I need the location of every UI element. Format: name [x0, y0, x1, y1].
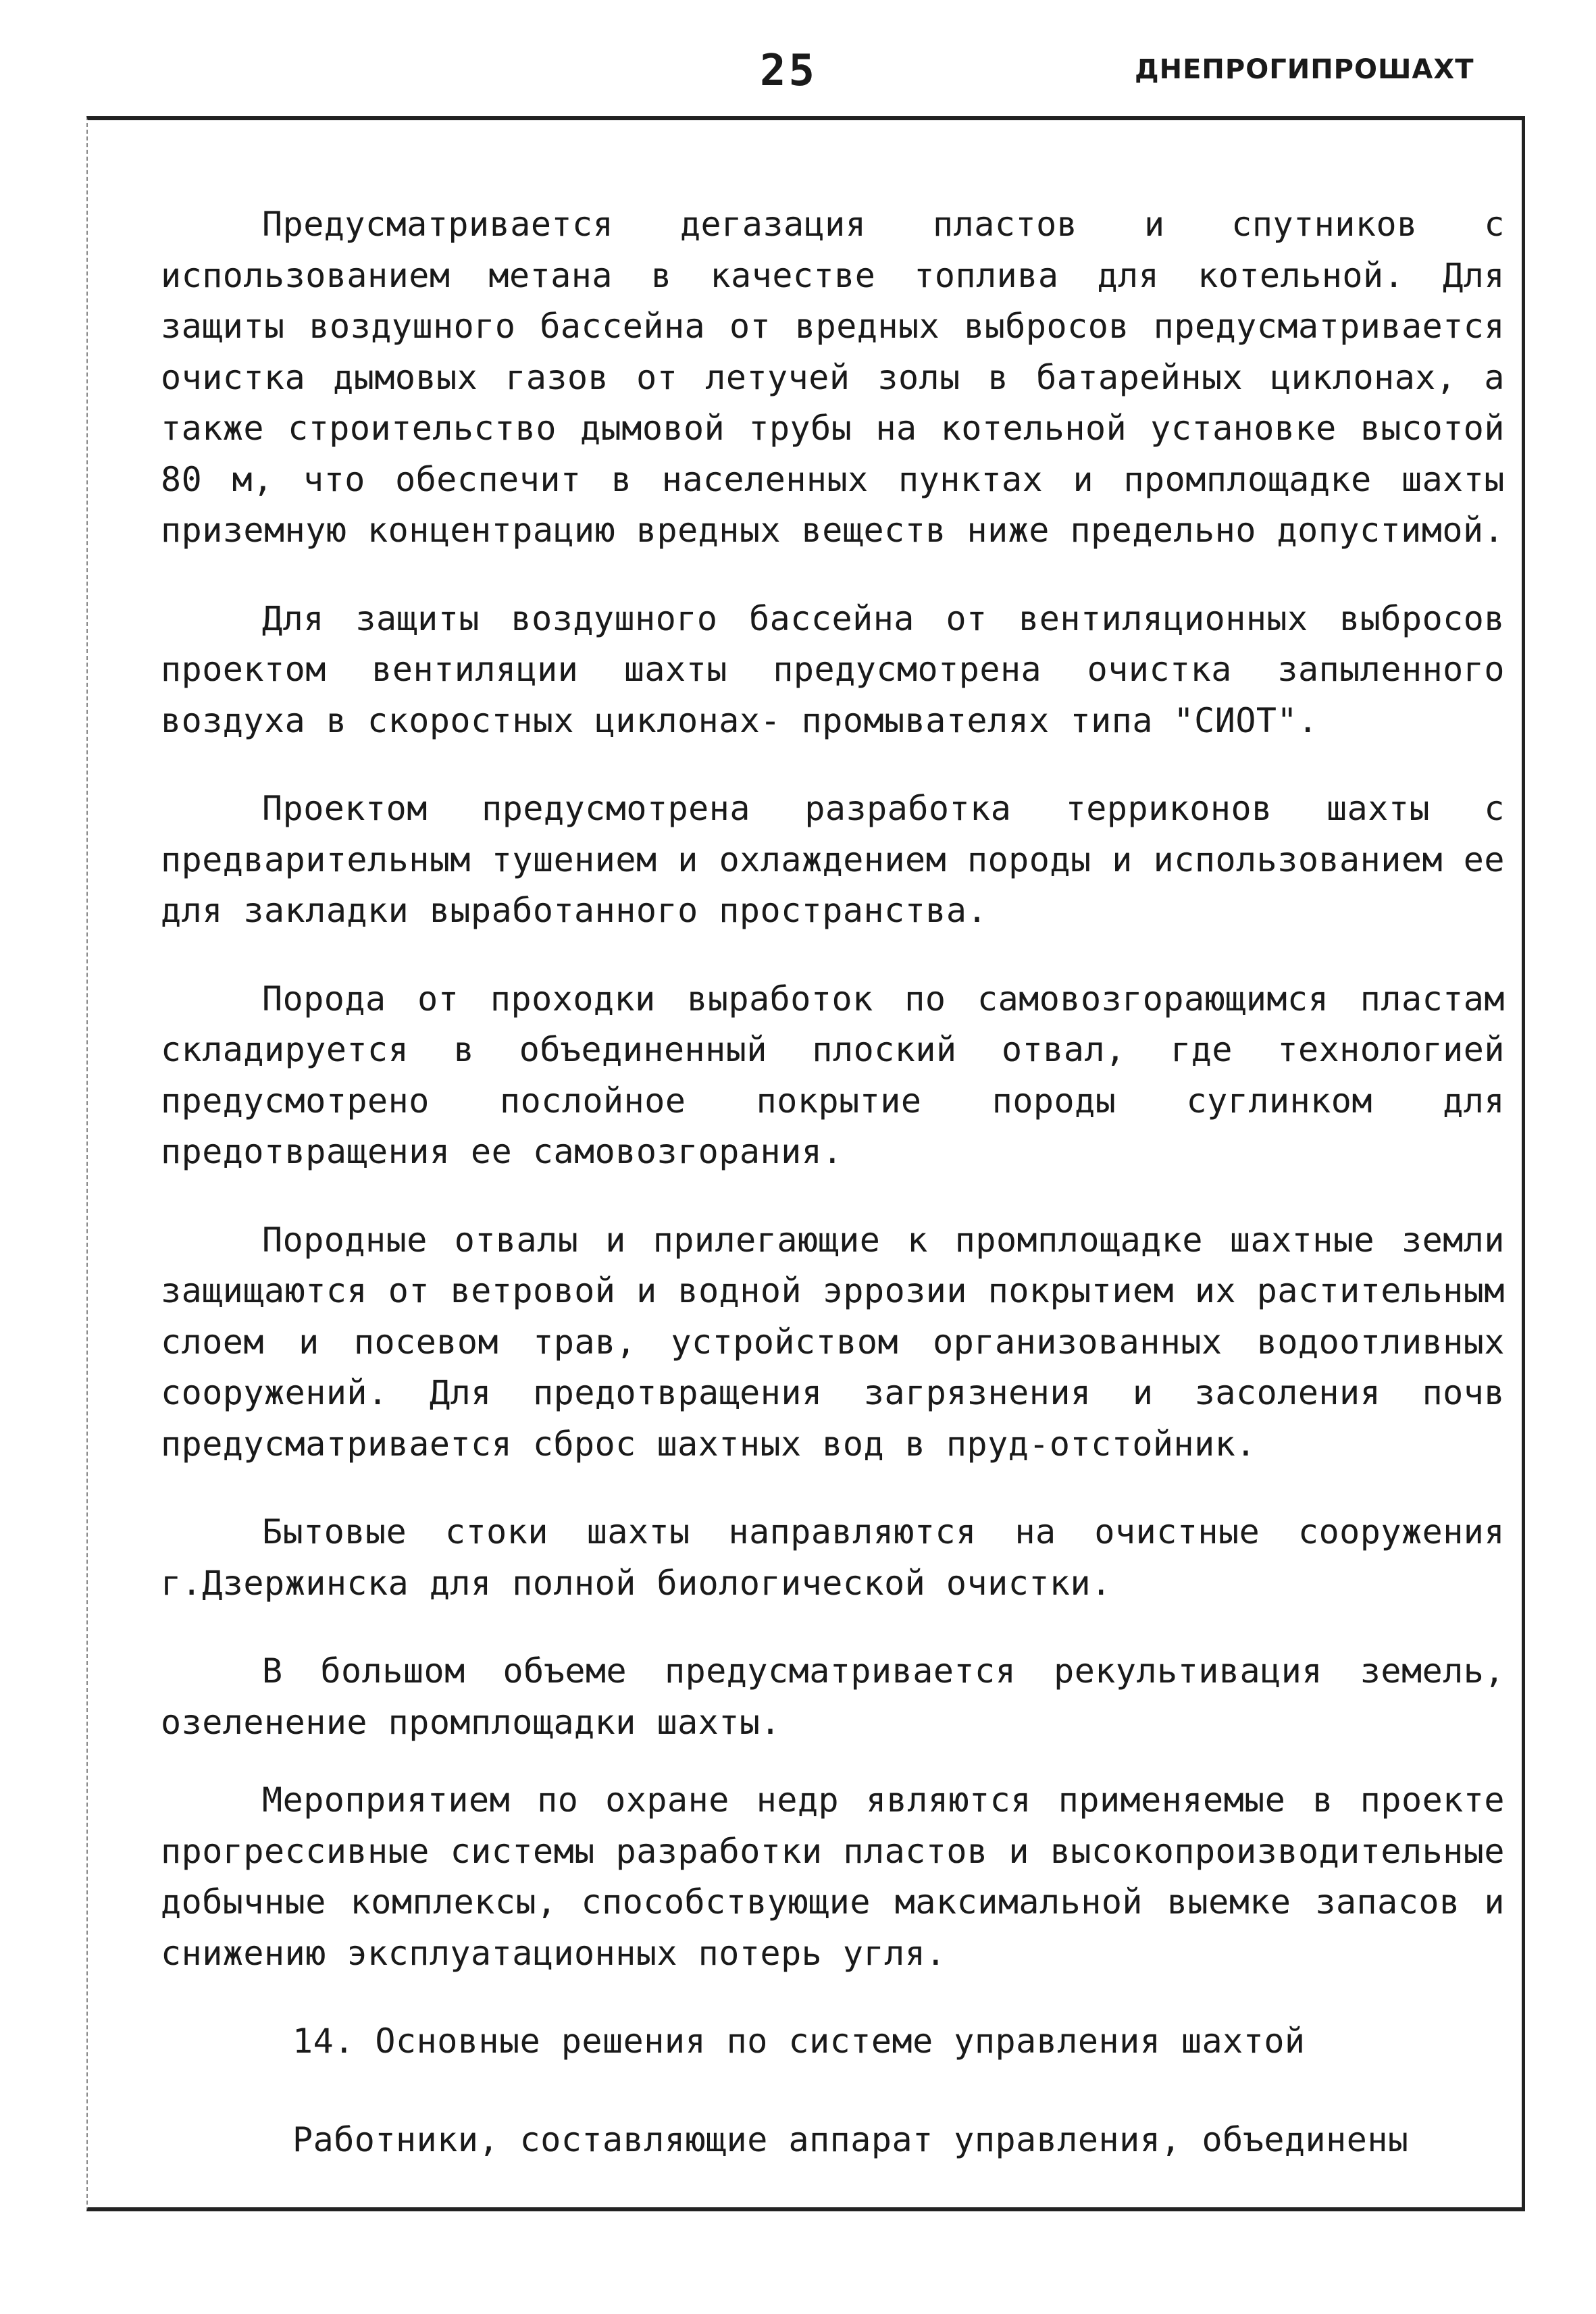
page-number: 25 — [760, 46, 818, 96]
paragraph-subsoil: Мероприятием по охране недр являются применяемые в проекте прогрессивные системы разработки пластов и высокопроизводительные добычные комплексы, способствующие максимальной выемке запасов и снижению эксплуатационных потерь угля. — [161, 1780, 1505, 1973]
paragraph-recultivation: В большом объеме предусматривается рекультивация земель, озеленение промплощадки шахты. — [161, 1651, 1505, 1742]
organization-stamp: ДНЕПРОГИПРОШАХТ — [1135, 54, 1474, 85]
paragraph-management: Работники, составляющие аппарат управления, объединены — [292, 2119, 1409, 2159]
paragraph-sewage: Бытовые стоки шахты направляются на очистные сооружения г.Дзержинска для полной биологической очистки. — [161, 1512, 1505, 1603]
paragraph-ventilation: Для защиты воздушного бассейна от вентиляционных выбросов проектом вентиляции шахты предусмотрена очистка запыленного воздуха в скоростных циклонах- промывателях типа "СИОТ". — [161, 598, 1505, 740]
paragraph-erosion: Породные отвалы и прилегающие к промплощадке шахтные земли защищаются от ветровой и водной эррозии покрытием их растительным слоем и посевом трав, устройством организованных водоотливных сооружений. Для предотвращения загрязнения и засоления почв предусматривается сброс шахтных вод в пруд-отстойник. — [161, 1220, 1505, 1464]
section-heading: 14. Основные решения по системе управления шахтой — [292, 2022, 1306, 2061]
paragraph-degasification: Предусматривается дегазация пластов и спутников с использованием метана в качестве топлива для котельной. Для защиты воздушного бассейна от вредных выбросов предусматривается очистка дымовых газов от летучей золы в батарейных циклонах, а также строительство дымовой трубы на котельной установке высотой 80 м, что обеспечит в населенных пунктах и промплощадке шахты приземную концентрацию вредных веществ ниже предельно допустимой. — [161, 205, 1505, 550]
paragraph-rock-dump: Порода от проходки выработок по самовозгорающимся пластам складируется в объединенный плоский отвал, где технологией предусмотрено послойное покрытие породы суглинком для предотвращения ее самовозгорания. — [161, 979, 1505, 1171]
paragraph-waste-heaps: Проектом предусмотрена разработка терриконов шахты с предварительным тушением и охлаждением породы и использованием ее для закладки выработанного пространства. — [161, 789, 1505, 930]
document-body — [161, 199, 1505, 2203]
